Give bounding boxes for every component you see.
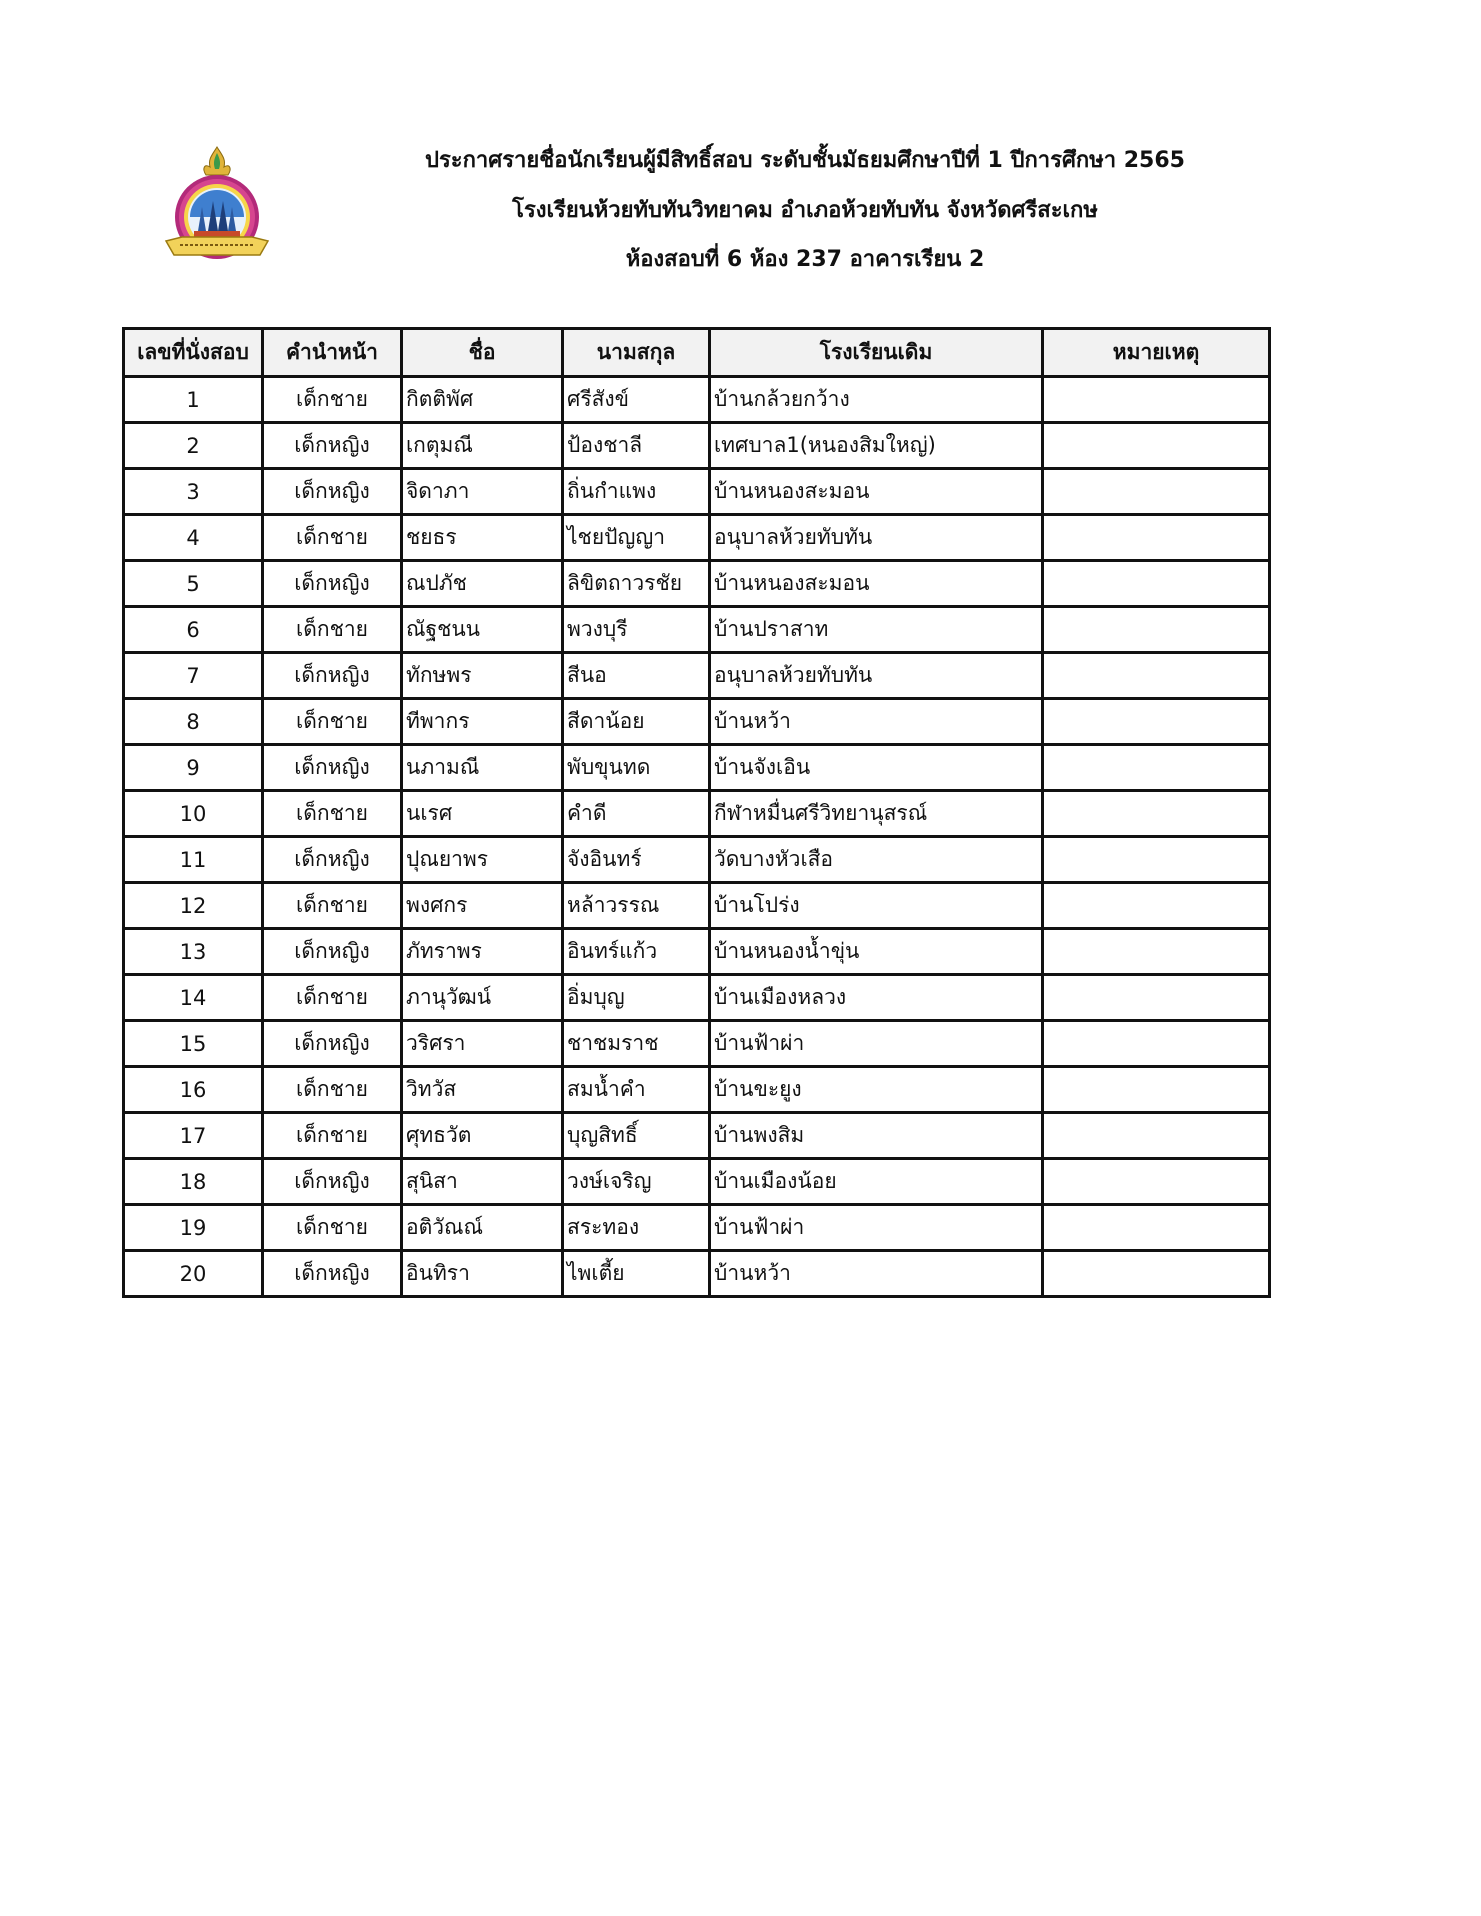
previous-school-cell: บ้านหว้า <box>710 699 1043 745</box>
prefix-cell: เด็กชาย <box>263 699 402 745</box>
surname-cell: ถิ่นกำแพง <box>563 469 710 515</box>
remark-cell <box>1043 1205 1270 1251</box>
first-name-cell: ศุทธวัต <box>402 1113 563 1159</box>
surname-cell: ไชยปัญญา <box>563 515 710 561</box>
first-name-cell: พงศกร <box>402 883 563 929</box>
seat-number-cell: 17 <box>124 1113 263 1159</box>
seat-number-cell: 7 <box>124 653 263 699</box>
seat-number-cell: 9 <box>124 745 263 791</box>
header-surname: นามสกุล <box>563 329 710 377</box>
prefix-cell: เด็กหญิง <box>263 1251 402 1297</box>
previous-school-cell: บ้านเมืองหลวง <box>710 975 1043 1021</box>
previous-school-cell: บ้านหนองน้ำขุ่น <box>710 929 1043 975</box>
surname-cell: ป้องชาลี <box>563 423 710 469</box>
prefix-cell: เด็กหญิง <box>263 469 402 515</box>
remark-cell <box>1043 607 1270 653</box>
header-prefix: คำนำหน้า <box>263 329 402 377</box>
remark-cell <box>1043 975 1270 1021</box>
surname-cell: บุญสิทธิ์ <box>563 1113 710 1159</box>
prefix-cell: เด็กหญิง <box>263 423 402 469</box>
first-name-cell: นภามณี <box>402 745 563 791</box>
first-name-cell: สุนิสา <box>402 1159 563 1205</box>
remark-cell <box>1043 883 1270 929</box>
previous-school-cell: บ้านฟ้าผ่า <box>710 1021 1043 1067</box>
surname-cell: จังอินทร์ <box>563 837 710 883</box>
first-name-cell: จิดาภา <box>402 469 563 515</box>
table-row <box>124 699 1270 745</box>
seat-number-cell: 6 <box>124 607 263 653</box>
surname-cell: สมน้ำคำ <box>563 1067 710 1113</box>
remark-cell <box>1043 1113 1270 1159</box>
table-row <box>124 929 1270 975</box>
table-row <box>124 975 1270 1021</box>
surname-cell: คำดี <box>563 791 710 837</box>
table-row <box>124 377 1270 423</box>
first-name-cell: ณปภัช <box>402 561 563 607</box>
previous-school-cell: บ้านปราสาท <box>710 607 1043 653</box>
school-name-line: โรงเรียนห้วยทับทันวิทยาคม อำเภอห้วยทับทัน จังหวัดศรีสะเกษ <box>512 198 1098 223</box>
table-row <box>124 1159 1270 1205</box>
previous-school-cell: บ้านจังเอิน <box>710 745 1043 791</box>
first-name-cell: วริศรา <box>402 1021 563 1067</box>
previous-school-cell: บ้านหนองสะมอน <box>710 469 1043 515</box>
remark-cell <box>1043 1067 1270 1113</box>
seat-number-cell: 13 <box>124 929 263 975</box>
table-row <box>124 745 1270 791</box>
prefix-cell: เด็กชาย <box>263 1113 402 1159</box>
seat-number-cell: 18 <box>124 1159 263 1205</box>
seat-number-cell: 5 <box>124 561 263 607</box>
remark-cell <box>1043 469 1270 515</box>
table-row <box>124 607 1270 653</box>
prefix-cell: เด็กหญิง <box>263 653 402 699</box>
prefix-cell: เด็กชาย <box>263 883 402 929</box>
student-roster-table <box>122 327 1271 1298</box>
prefix-cell: เด็กชาย <box>263 1205 402 1251</box>
table-row <box>124 515 1270 561</box>
seat-number-cell: 15 <box>124 1021 263 1067</box>
prefix-cell: เด็กชาย <box>263 515 402 561</box>
table-row <box>124 1205 1270 1251</box>
first-name-cell: กิตติพัศ <box>402 377 563 423</box>
seat-number-cell: 8 <box>124 699 263 745</box>
announcement-title: ประกาศรายชื่อนักเรียนผู้มีสิทธิ์สอบ ระดับชั้นมัธยมศึกษาปีที่ 1 ปีการศึกษา 2565 <box>425 148 1185 173</box>
previous-school-cell: เทศบาล1(หนองสิมใหญ่) <box>710 423 1043 469</box>
remark-cell <box>1043 423 1270 469</box>
seat-number-cell: 2 <box>124 423 263 469</box>
previous-school-cell: กีฬาหมื่นศรีวิทยานุสรณ์ <box>710 791 1043 837</box>
remark-cell <box>1043 561 1270 607</box>
surname-cell: สีดาน้อย <box>563 699 710 745</box>
seat-number-cell: 1 <box>124 377 263 423</box>
header-remark: หมายเหตุ <box>1043 329 1270 377</box>
seat-number-cell: 14 <box>124 975 263 1021</box>
prefix-cell: เด็กหญิง <box>263 1021 402 1067</box>
surname-cell: ศรีสังข์ <box>563 377 710 423</box>
table-row <box>124 653 1270 699</box>
table-row <box>124 1251 1270 1297</box>
previous-school-cell: อนุบาลห้วยทับทัน <box>710 515 1043 561</box>
prefix-cell: เด็กชาย <box>263 975 402 1021</box>
remark-cell <box>1043 653 1270 699</box>
exam-room-line: ห้องสอบที่ 6 ห้อง 237 อาคารเรียน 2 <box>625 247 985 272</box>
table-row <box>124 791 1270 837</box>
first-name-cell: ณัฐชนน <box>402 607 563 653</box>
prefix-cell: เด็กชาย <box>263 1067 402 1113</box>
remark-cell <box>1043 745 1270 791</box>
first-name-cell: เกตุมณี <box>402 423 563 469</box>
table-row <box>124 1021 1270 1067</box>
first-name-cell: วิทวัส <box>402 1067 563 1113</box>
seat-number-cell: 4 <box>124 515 263 561</box>
seat-number-cell: 16 <box>124 1067 263 1113</box>
previous-school-cell: บ้านฟ้าผ่า <box>710 1205 1043 1251</box>
seat-number-cell: 10 <box>124 791 263 837</box>
seat-number-cell: 3 <box>124 469 263 515</box>
table-header-row <box>124 329 1270 377</box>
header-first-name: ชื่อ <box>402 329 563 377</box>
first-name-cell: ภัทราพร <box>402 929 563 975</box>
surname-cell: อินทร์แก้ว <box>563 929 710 975</box>
prefix-cell: เด็กหญิง <box>263 837 402 883</box>
seat-number-cell: 19 <box>124 1205 263 1251</box>
seat-number-cell: 11 <box>124 837 263 883</box>
remark-cell <box>1043 837 1270 883</box>
first-name-cell: อติวัณณ์ <box>402 1205 563 1251</box>
table-row <box>124 1067 1270 1113</box>
remark-cell <box>1043 515 1270 561</box>
seat-number-cell: 20 <box>124 1251 263 1297</box>
previous-school-cell: บ้านพงสิม <box>710 1113 1043 1159</box>
remark-cell <box>1043 699 1270 745</box>
header-seat-number: เลขที่นั่งสอบ <box>124 329 263 377</box>
first-name-cell: ชยธร <box>402 515 563 561</box>
surname-cell: ชาชมราช <box>563 1021 710 1067</box>
previous-school-cell: บ้านเมืองน้อย <box>710 1159 1043 1205</box>
prefix-cell: เด็กหญิง <box>263 929 402 975</box>
previous-school-cell: บ้านขะยูง <box>710 1067 1043 1113</box>
first-name-cell: นเรศ <box>402 791 563 837</box>
table-row <box>124 423 1270 469</box>
remark-cell <box>1043 377 1270 423</box>
prefix-cell: เด็กหญิง <box>263 561 402 607</box>
previous-school-cell: วัดบางหัวเสือ <box>710 837 1043 883</box>
surname-cell: พับขุนทด <box>563 745 710 791</box>
surname-cell: ลิขิตถาวรชัย <box>563 561 710 607</box>
prefix-cell: เด็กหญิง <box>263 745 402 791</box>
remark-cell <box>1043 1021 1270 1067</box>
remark-cell <box>1043 791 1270 837</box>
surname-cell: สีนอ <box>563 653 710 699</box>
first-name-cell: อินทิรา <box>402 1251 563 1297</box>
surname-cell: ไพเตี้ย <box>563 1251 710 1297</box>
table-row <box>124 1113 1270 1159</box>
surname-cell: สระทอง <box>563 1205 710 1251</box>
remark-cell <box>1043 1159 1270 1205</box>
previous-school-cell: บ้านหนองสะมอน <box>710 561 1043 607</box>
remark-cell <box>1043 1251 1270 1297</box>
previous-school-cell: อนุบาลห้วยทับทัน <box>710 653 1043 699</box>
surname-cell: วงษ์เจริญ <box>563 1159 710 1205</box>
surname-cell: หล้าวรรณ <box>563 883 710 929</box>
previous-school-cell: บ้านกล้วยกว้าง <box>710 377 1043 423</box>
first-name-cell: ปุณยาพร <box>402 837 563 883</box>
seat-number-cell: 12 <box>124 883 263 929</box>
surname-cell: พวงบุรี <box>563 607 710 653</box>
surname-cell: อิ่มบุญ <box>563 975 710 1021</box>
prefix-cell: เด็กหญิง <box>263 1159 402 1205</box>
previous-school-cell: บ้านโปร่ง <box>710 883 1043 929</box>
first-name-cell: ภานุวัฒน์ <box>402 975 563 1021</box>
table-row <box>124 837 1270 883</box>
first-name-cell: ทักษพร <box>402 653 563 699</box>
table-row <box>124 561 1270 607</box>
table-row <box>124 469 1270 515</box>
remark-cell <box>1043 929 1270 975</box>
first-name-cell: ทีพากร <box>402 699 563 745</box>
prefix-cell: เด็กชาย <box>263 791 402 837</box>
table-row <box>124 883 1270 929</box>
prefix-cell: เด็กชาย <box>263 377 402 423</box>
prefix-cell: เด็กชาย <box>263 607 402 653</box>
header-previous-school: โรงเรียนเดิม <box>710 329 1043 377</box>
previous-school-cell: บ้านหว้า <box>710 1251 1043 1297</box>
